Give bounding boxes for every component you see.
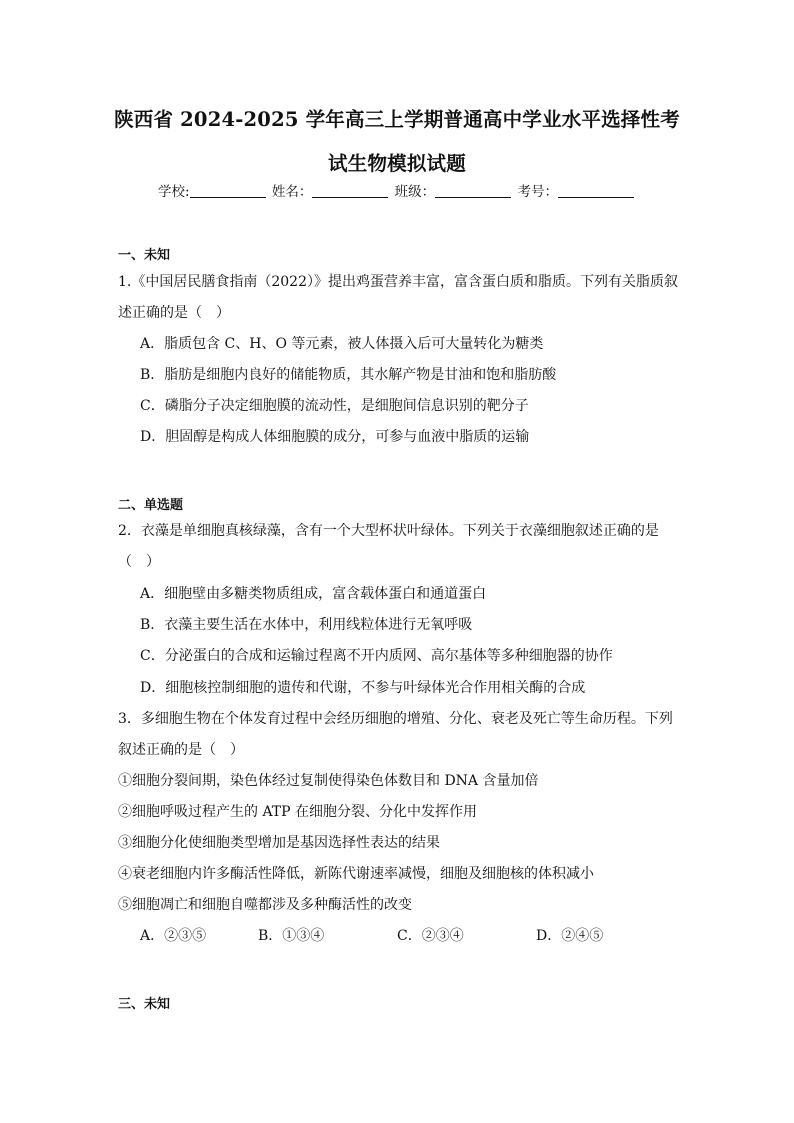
question-stem-line: 1.《中国居民膳食指南（2022）》提出鸡蛋营养丰富，富含蛋白质和脂质。下列有关脂质叙	[118, 274, 678, 290]
choice-b: B．①③④	[258, 928, 325, 944]
question-stem-line: （ ）	[118, 554, 160, 570]
exam-no-label: 考号：	[517, 184, 558, 200]
class-blank	[435, 183, 511, 198]
exam-title-line2: 试生物模拟试题	[328, 152, 466, 175]
section-heading: 一、未知	[118, 248, 171, 263]
question-stem-line: 3．多细胞生物在个体发育过程中会经历细胞的增殖、分化、衰老及死亡等生命历程。下列	[118, 711, 673, 727]
option-c: C．磷脂分子决定细胞膜的流动性，是细胞间信息识别的靶分子	[140, 398, 529, 414]
statement-item: ①细胞分裂间期，染色体经过复制使得染色体数目和 DNA 含量加倍	[118, 773, 539, 789]
statement-item: ⑤细胞凋亡和细胞自噬都涉及多种酶活性的改变	[118, 897, 412, 913]
statement-item: ④衰老细胞内许多酶活性降低，新陈代谢速率减慢，细胞及细胞核的体积减小	[118, 866, 594, 882]
choice-c: C．②③④	[397, 928, 464, 944]
option-b: B．脂肪是细胞内良好的储能物质，其水解产物是甘油和饱和脂肪酸	[140, 367, 557, 383]
name-blank	[312, 183, 388, 198]
name-label: 姓名：	[271, 184, 313, 200]
class-label: 班级：	[394, 184, 436, 200]
statement-item: ③细胞分化使细胞类型增加是基因选择性表达的结果	[118, 835, 440, 851]
question-stem-line: 述正确的是（ ）	[118, 305, 230, 321]
option-a: A．细胞壁由多糖类物质组成，富含载体蛋白和通道蛋白	[140, 586, 487, 602]
option-b: B．衣藻主要生活在水体中，利用线粒体进行无氧呼吸	[140, 617, 473, 633]
school-blank	[190, 183, 266, 198]
section-heading: 三、未知	[118, 997, 171, 1012]
exam-no-blank	[558, 183, 634, 198]
school-label: 学校:	[158, 184, 190, 200]
option-d: D．细胞核控制细胞的遗传和代谢，不参与叶绿体光合作用相关酶的合成	[140, 680, 586, 696]
choice-a: A．②③⑤	[140, 928, 207, 944]
section-heading: 二、单选题	[118, 498, 184, 513]
student-info-row	[0, 180, 794, 200]
option-a: A．脂质包含 C、H、O 等元素，被人体摄入后可大量转化为糖类	[140, 336, 544, 352]
question-stem-line: 叙述正确的是（ ）	[118, 742, 244, 758]
option-c: C．分泌蛋白的合成和运输过程离不开内质网、高尔基体等多种细胞器的协作	[140, 648, 613, 664]
question-stem-line: 2．衣藻是单细胞真核绿藻，含有一个大型杯状叶绿体。下列关于衣藻细胞叙述正确的是	[118, 523, 659, 539]
choice-d: D．②④⑤	[536, 928, 604, 944]
option-d: D．胆固醇是构成人体细胞膜的成分，可参与血液中脂质的运输	[140, 429, 530, 445]
exam-title-line1: 陕西省 2024-2025 学年高三上学期普通高中学业水平选择性考	[114, 108, 680, 131]
statement-item: ②细胞呼吸过程产生的 ATP 在细胞分裂、分化中发挥作用	[118, 804, 478, 820]
